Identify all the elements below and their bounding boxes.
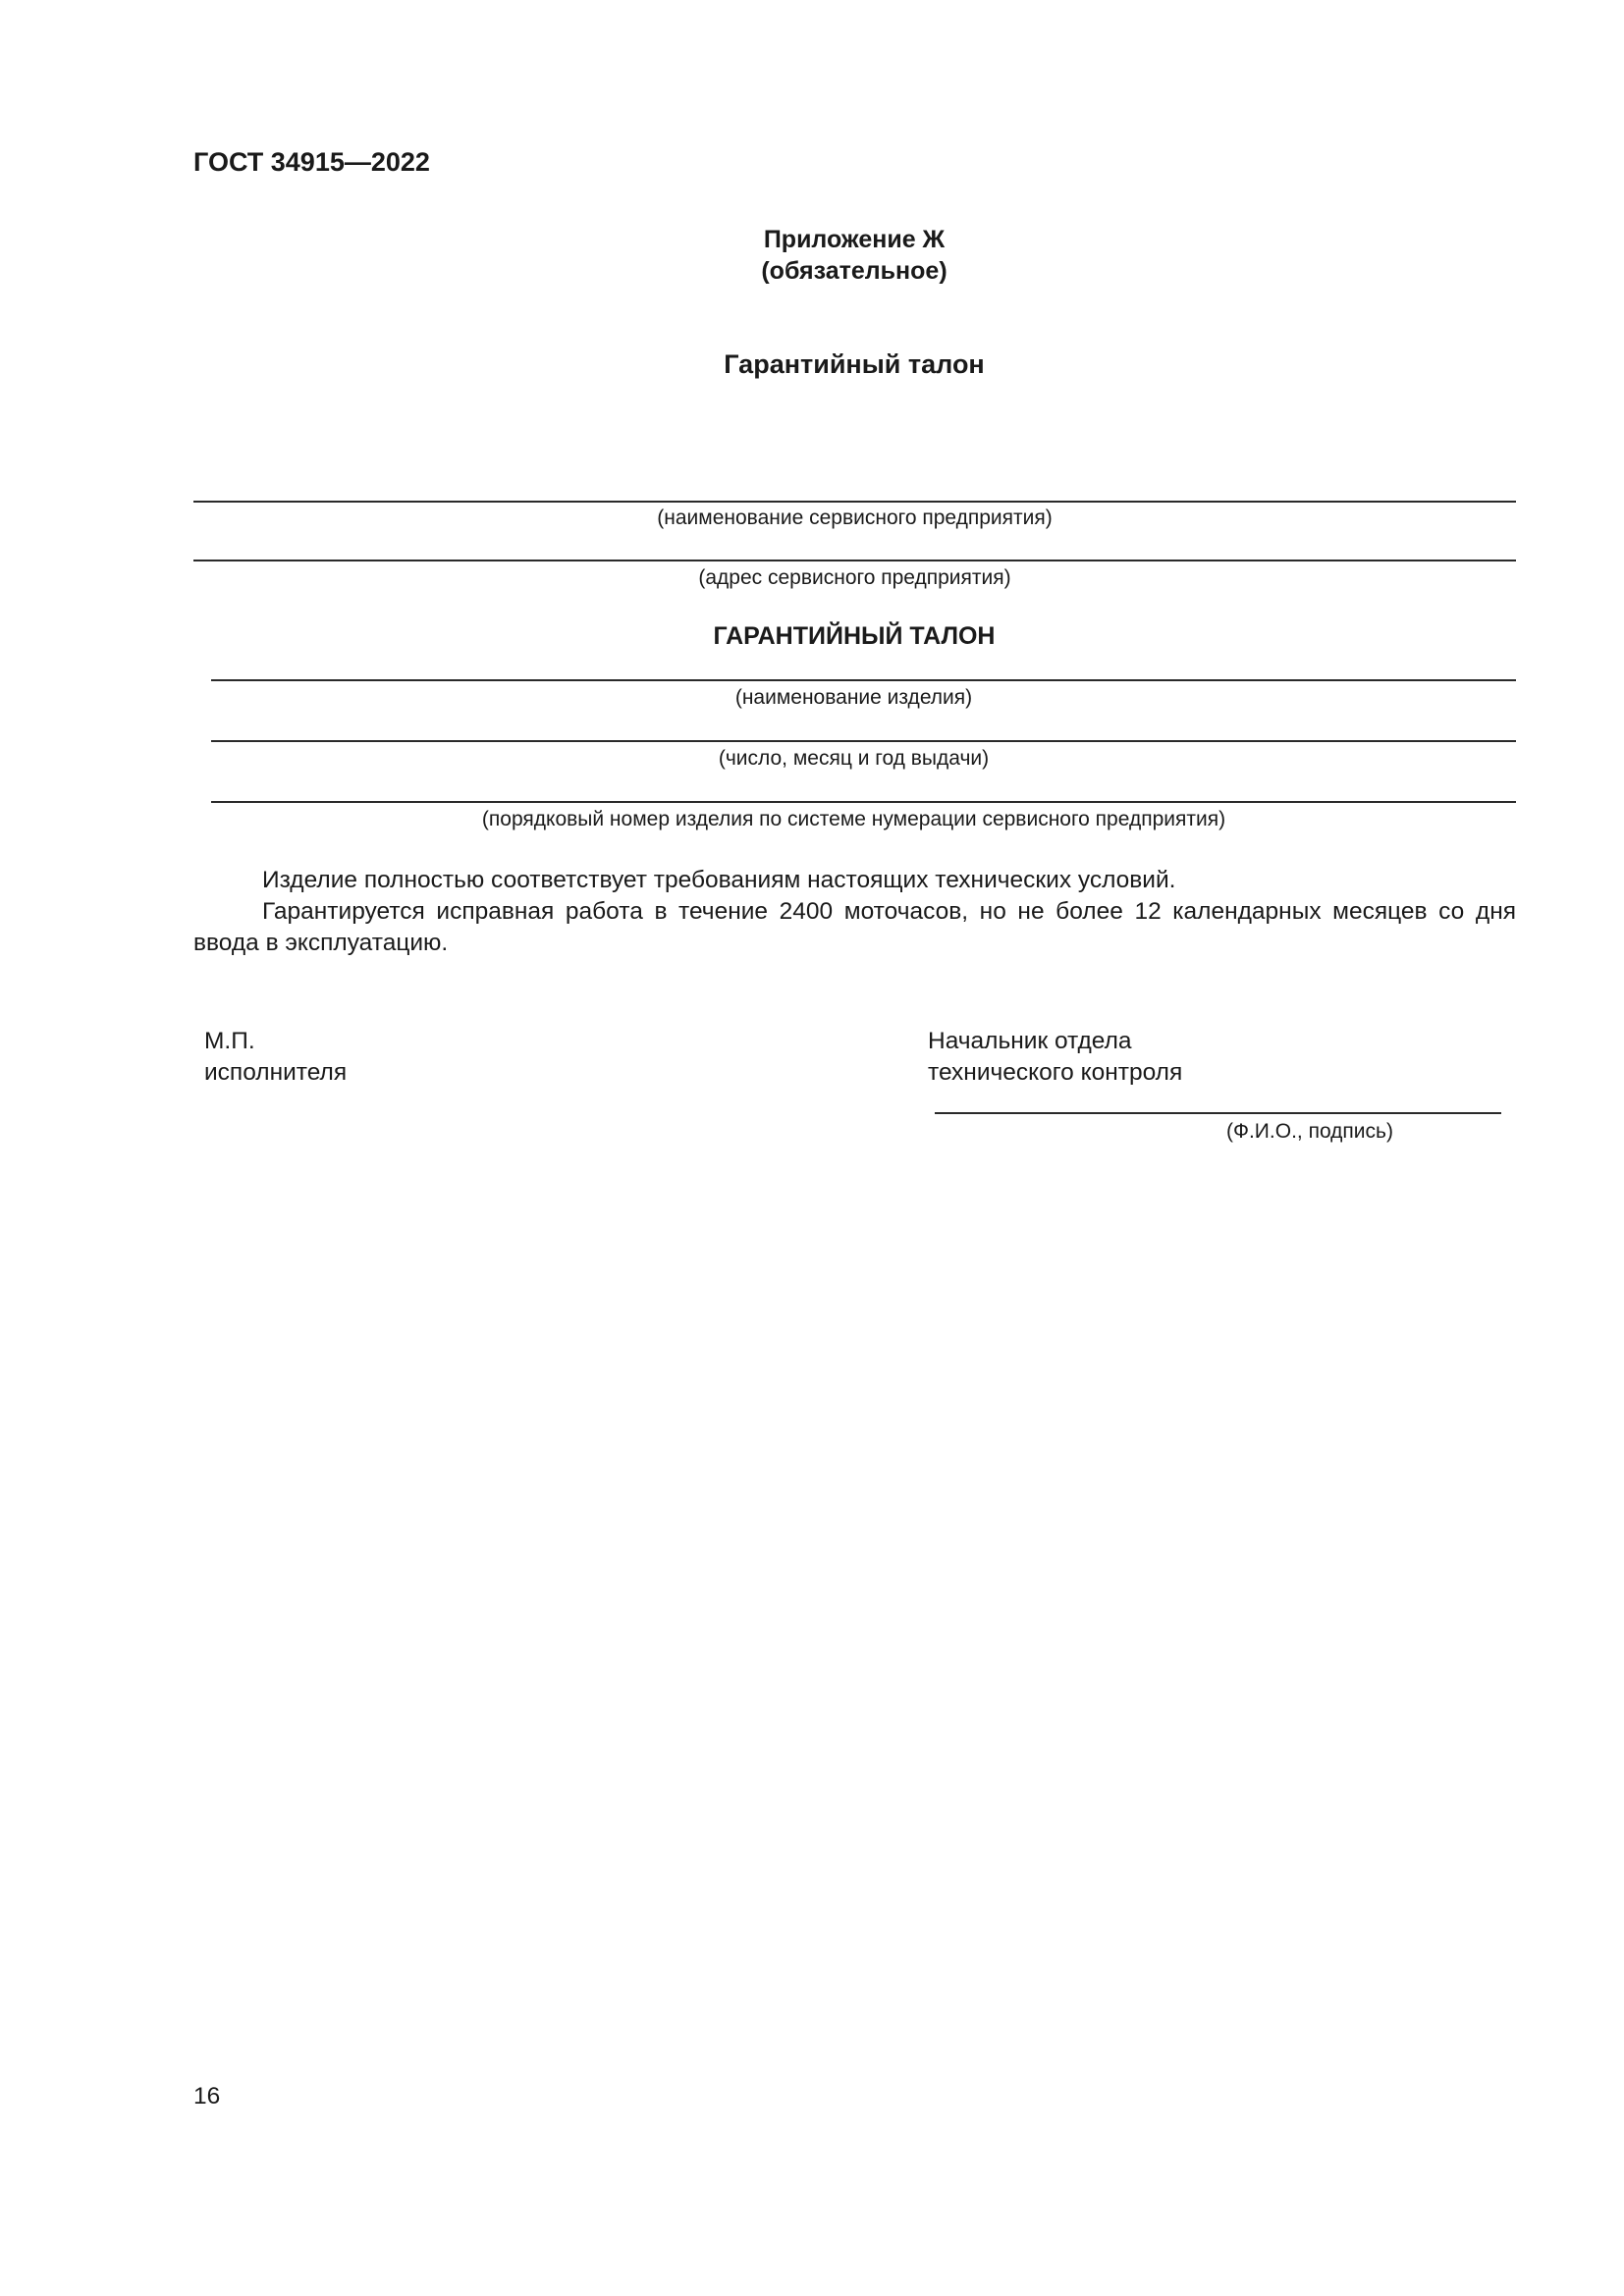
issue-date-caption: (число, месяц и год выдачи) xyxy=(718,747,990,770)
service-address-caption: (адрес сервисного предприятия) xyxy=(698,566,1011,589)
product-name-caption: (наименование изделия) xyxy=(734,686,973,709)
stamp-label: М.П. xyxy=(204,1028,255,1054)
document-title: Гарантийный талон xyxy=(724,349,985,379)
standard-number: ГОСТ 34915—2022 xyxy=(193,147,430,177)
page-number: 16 xyxy=(193,2083,221,2109)
signature-caption xyxy=(935,1120,1501,1144)
product-name-line xyxy=(211,679,1516,681)
annex-status: (обязательное) xyxy=(761,257,947,285)
serial-number-line xyxy=(211,801,1516,803)
warranty-paragraph: Гарантируется исправная работа в течение 2400 моточасов, но не более 12 календарных месяцев со дня ввода в эксплуатацию. xyxy=(193,898,1516,956)
service-name-line xyxy=(193,501,1516,503)
stamp-owner-label: исполнителя xyxy=(204,1059,348,1086)
service-name-caption: (наименование сервисного предприятия) xyxy=(657,507,1053,529)
service-address-line xyxy=(193,560,1516,561)
serial-number-caption: (порядковый номер изделия по системе нумерации сервисного предприятия) xyxy=(481,808,1226,830)
head-title-line-2: технического контроля xyxy=(928,1059,1183,1086)
conformity-paragraph: Изделие полностью соответствует требованиям настоящих технических условий. xyxy=(262,867,1176,893)
signature-caption-text: (Ф.И.О., подпись) xyxy=(1226,1120,1393,1143)
signature-line xyxy=(935,1112,1501,1114)
annex-title: Приложение Ж xyxy=(763,226,946,253)
head-title-line-1: Начальник отдела xyxy=(928,1028,1132,1054)
issue-date-line xyxy=(211,740,1516,742)
card-heading: ГАРАНТИЙНЫЙ ТАЛОН xyxy=(713,622,996,650)
